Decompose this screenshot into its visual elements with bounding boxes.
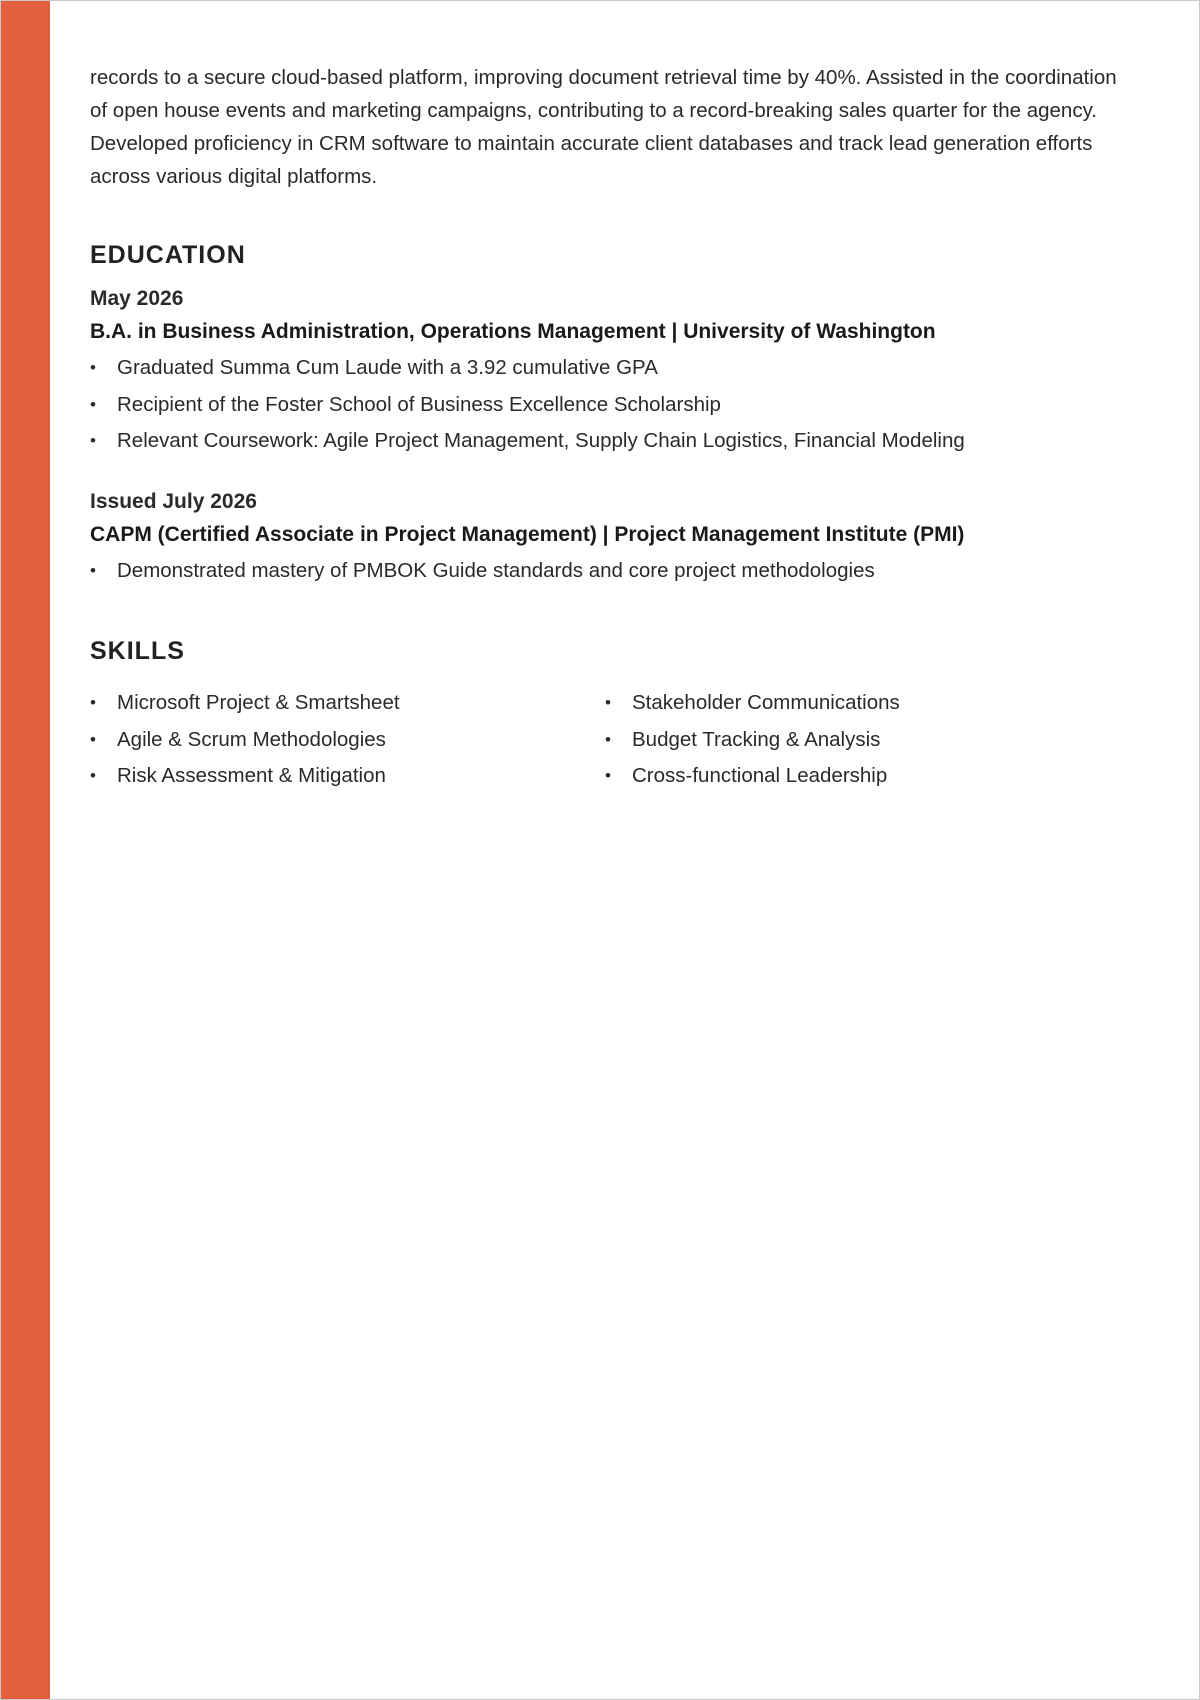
bullet-glyph: • xyxy=(605,729,611,749)
certification-bullet-list xyxy=(90,553,1120,590)
skills-list-left xyxy=(90,685,605,795)
degree-date: May 2026 xyxy=(90,287,184,310)
accent-sidebar-bar xyxy=(1,1,50,1699)
certification-bullet xyxy=(90,553,1120,590)
skill-text: Risk Assessment & Mitigation xyxy=(117,764,386,787)
degree-bullet-list xyxy=(90,350,1120,460)
bullet-glyph: • xyxy=(90,560,96,580)
certification-date: Issued July 2026 xyxy=(90,489,257,513)
degree-bullet-text: Recipient of the Foster School of Business Excellence Scholarship xyxy=(117,392,721,416)
degree-entry xyxy=(90,283,1120,460)
bullet-glyph: • xyxy=(90,394,96,414)
degree-bullet xyxy=(90,350,1120,387)
skill-text: Stakeholder Communications xyxy=(632,691,900,714)
skill-item xyxy=(605,758,1120,795)
certification-bullet-text: Demonstrated mastery of PMBOK Guide standards and core project methodologies xyxy=(117,558,875,582)
degree-bullet-text: Graduated Summa Cum Laude with a 3.92 cumulative GPA xyxy=(117,356,658,379)
bullet-glyph: • xyxy=(90,729,96,749)
skill-text: Cross-functional Leadership xyxy=(632,764,888,787)
bullet-glyph: • xyxy=(90,693,96,712)
bullet-glyph: • xyxy=(90,431,96,450)
resume-content xyxy=(90,61,1120,795)
degree-title: B.A. in Business Administration, Operations Management | University of Washington xyxy=(90,320,936,343)
certification-title: CAPM (Certified Associate in Project Management) | Project Management Institute (PMI) xyxy=(90,522,965,546)
skills-grid xyxy=(90,683,1120,795)
skills-column-right xyxy=(605,683,1120,795)
skills-heading: SKILLS xyxy=(90,637,185,665)
bullet-glyph: • xyxy=(90,766,96,785)
skill-text: Agile & Scrum Methodologies xyxy=(117,727,386,751)
skills-list-right xyxy=(605,685,1120,795)
experience-description-continued: records to a secure cloud-based platform, improving document retrieval time by 40%. Assisted in the coordination of open house events and marketing campaigns, contributing to a record-breaking sales quarter for the agency. Developed proficiency in CRM software to maintain accurate client databases and track lead generation efforts across various digital platforms. xyxy=(90,66,1117,188)
certification-entry xyxy=(90,486,1120,590)
bullet-glyph: • xyxy=(90,358,96,377)
skill-item xyxy=(605,685,1120,722)
degree-bullet xyxy=(90,387,1120,424)
skill-text: Budget Tracking & Analysis xyxy=(632,727,881,751)
bullet-glyph: • xyxy=(605,766,611,785)
degree-bullet-text: Relevant Coursework: Agile Project Management, Supply Chain Logistics, Financial Modeling xyxy=(117,429,965,452)
skill-text: Microsoft Project & Smartsheet xyxy=(117,691,400,714)
skill-item xyxy=(90,722,605,759)
skill-item xyxy=(90,685,605,722)
degree-bullet xyxy=(90,423,1120,460)
skill-item xyxy=(605,722,1120,759)
education-heading: EDUCATION xyxy=(90,241,246,269)
skills-column-left xyxy=(90,683,605,795)
skill-item xyxy=(90,758,605,795)
bullet-glyph: • xyxy=(605,693,611,712)
